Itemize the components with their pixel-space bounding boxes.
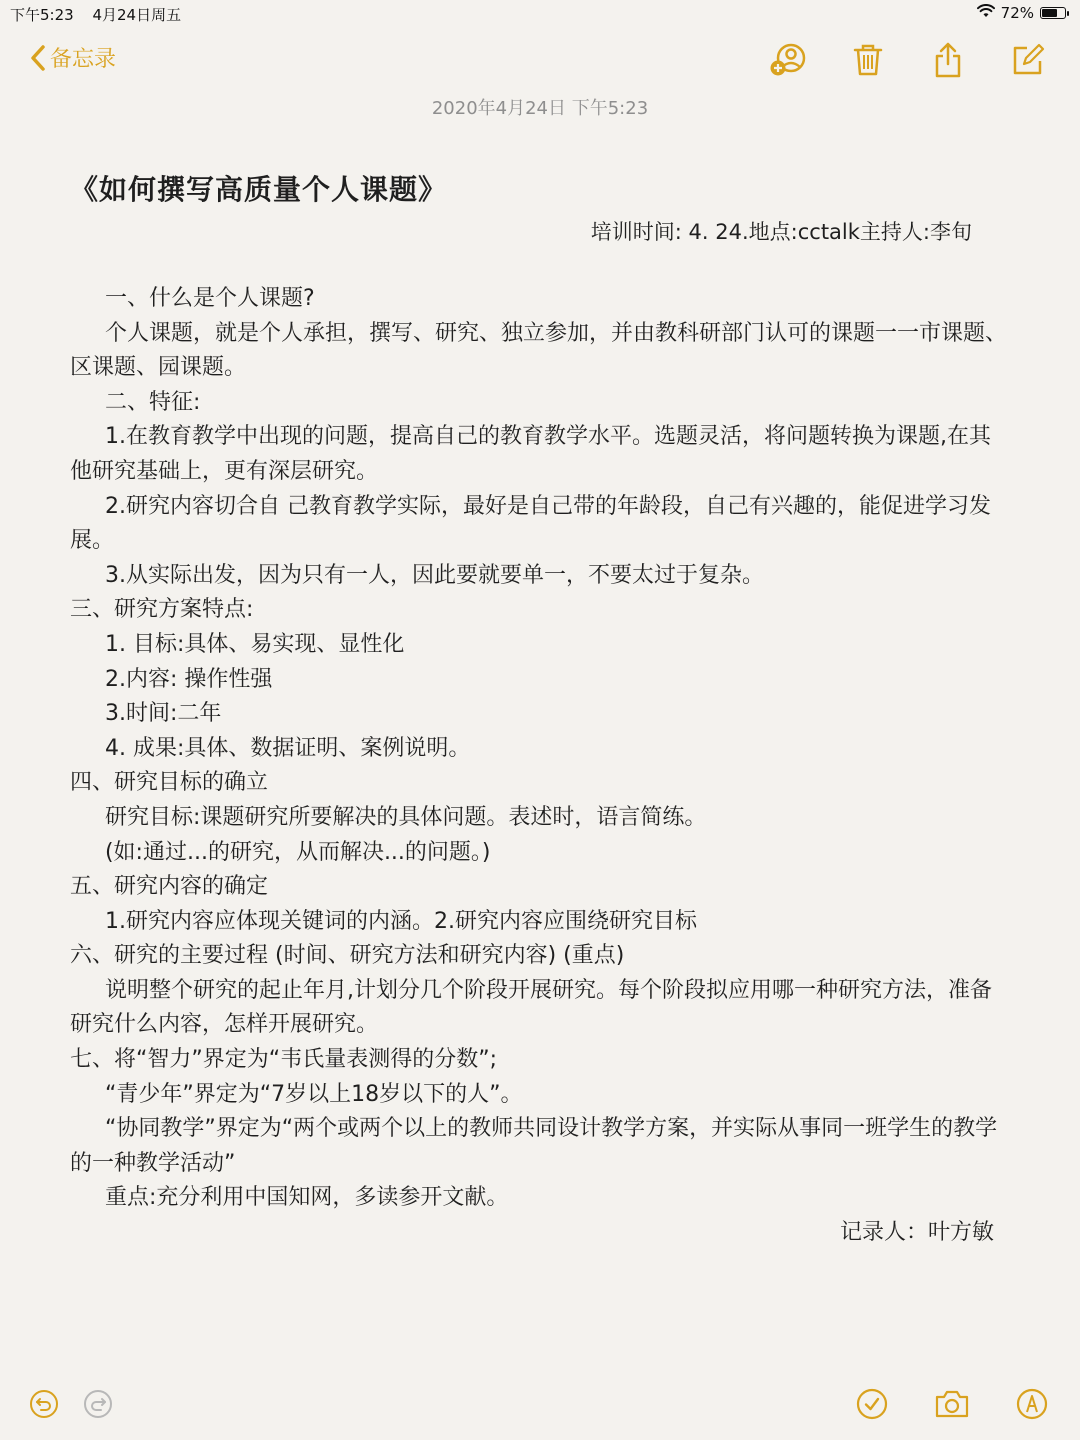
note-paragraph: 2.内容: 操作性强	[70, 666, 273, 692]
note-paragraph: 四、研究目标的确立	[70, 770, 269, 796]
note-paragraph: 说明整个研究的起止年月,计划分几个阶段开展研究。每个阶段拟应用哪一种研究方法，准备研究什么内容，怎样开展研究。	[70, 977, 992, 1038]
note-paragraph: 3.时间:二年	[70, 701, 222, 727]
note-date: 2020年4月24日 下午5:23	[431, 98, 649, 119]
note-paragraph: 研究目标:课题研究所要解决的具体问题。表述时，语言简练。	[70, 804, 707, 830]
camera-icon[interactable]	[934, 1386, 970, 1422]
battery-percent: 72%	[1000, 4, 1034, 22]
battery-icon	[1040, 7, 1066, 19]
note-paragraph: 二、特征:	[70, 389, 201, 415]
note-paragraph: “青少年”界定为“7岁以上18岁以下的人”。	[70, 1081, 523, 1107]
note-paragraphs	[70, 282, 1010, 1216]
note-paragraph: 一、什么是个人课题?	[70, 286, 315, 311]
nav-bar	[0, 38, 1080, 86]
note-paragraph: 1.在教育教学中出现的问题，提高自己的教育教学水平。选题灵活，将问题转换为课题,在其他研究基础上，更有深层研究。	[70, 424, 991, 484]
status-bar	[0, 0, 1080, 28]
note-recorder: 记录人：叶方敏	[839, 1220, 994, 1246]
note-paragraph: 五、研究内容的确定	[70, 874, 269, 900]
redo-icon[interactable]	[80, 1386, 116, 1422]
note-paragraph: 2.研究内容切合自 己教育教学实际，最好是自己带的年龄段，自己有兴趣的，能促进学习发展。	[70, 493, 991, 554]
note-paragraph: 重点:充分利用中国知网，多读参开文献。	[70, 1185, 509, 1211]
note-paragraph: 1. 目标:具体、易实现、显性化	[70, 631, 405, 657]
status-right	[977, 4, 1066, 22]
note-body[interactable]	[70, 168, 1010, 1251]
status-left	[10, 4, 181, 25]
battery-fill	[1042, 9, 1057, 17]
compose-icon[interactable]	[1008, 40, 1048, 80]
note-paragraph: 3.从实际出发，因为只有一人，因此要就要单一，不要太过于复杂。	[70, 562, 764, 588]
note-paragraph: “协同教学”界定为“两个或两个以上的教师共同设计教学方案，并实际从事同一班学生的教学的一种教学活动”	[70, 1116, 998, 1176]
undo-icon[interactable]	[26, 1386, 62, 1422]
trash-icon[interactable]	[848, 40, 888, 80]
note-paragraph: (如:通过...的研究，从而解决...的问题。)	[70, 839, 491, 865]
note-paragraph: 4. 成果:具体、数据证明、案例说明。	[70, 735, 471, 761]
status-time: 下午5:23	[10, 6, 74, 24]
status-date: 4月24日周五	[92, 6, 182, 24]
training-info: 培训时间: 4. 24.地点:cctalk主持人:李旬	[590, 220, 972, 244]
checklist-icon[interactable]	[854, 1386, 890, 1422]
back-label: 备忘录	[50, 47, 117, 72]
note-paragraph: 三、研究方案特点:	[70, 597, 254, 623]
markup-pen-icon[interactable]	[1014, 1386, 1050, 1422]
back-button[interactable]	[30, 42, 116, 73]
wifi-icon	[977, 4, 995, 22]
note-paragraph: 七、将“智力”界定为“韦氏量表测得的分数”;	[70, 1047, 498, 1073]
note-paragraph: 个人课题，就是个人承担，撰写、研究、独立参加，并由教科研部门认可的课题一一市课题、区课题、园课题。	[70, 320, 1007, 381]
bottom-toolbar	[0, 1370, 1080, 1440]
add-person-icon[interactable]	[768, 40, 808, 80]
note-paragraph: 1.研究内容应体现关键词的内涵。2.研究内容应围绕研究目标	[70, 908, 697, 934]
chevron-left-icon	[30, 44, 46, 72]
note-title: 《如何撰写高质量个人课题》	[70, 173, 448, 206]
nav-actions	[768, 40, 1048, 80]
share-icon[interactable]	[928, 40, 968, 80]
note-paragraph: 六、研究的主要过程 (时间、研究方法和研究内容) (重点)	[70, 943, 625, 969]
